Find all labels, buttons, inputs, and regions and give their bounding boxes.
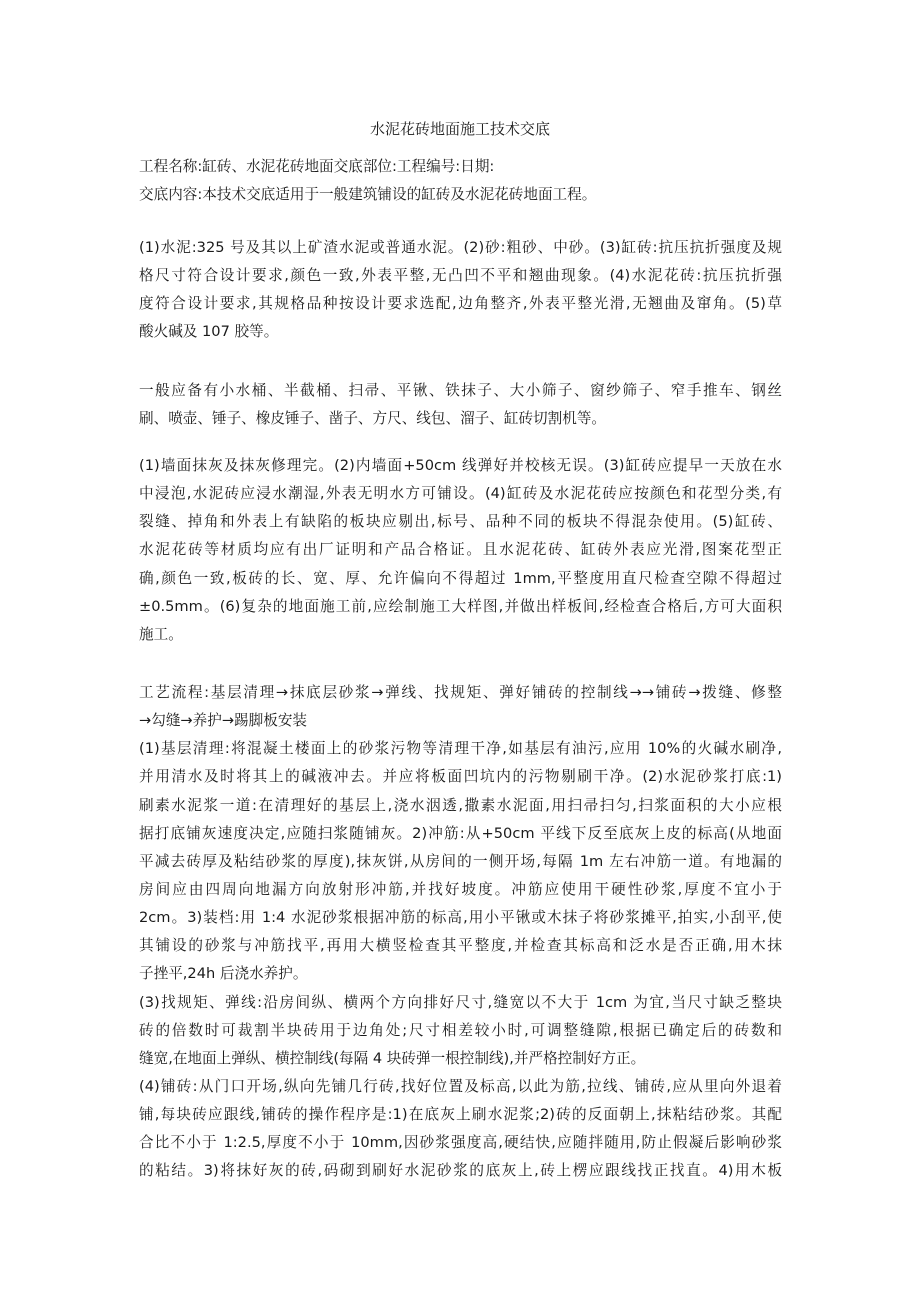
text-line: 房间应由四周向地漏方向放射形冲筋,并找好坡度。冲筋应使用干硬性砂浆,厚度不宜小于 [139, 880, 782, 898]
text-line: 水泥花砖等材质均应有出厂证明和产品合格证。且水泥花砖、缸砖外表应光滑,图案花型正 [139, 541, 782, 559]
text-line: 施工。 [139, 625, 183, 643]
text-line: 中浸泡,水泥砖应浸水潮湿,外表无明水方可铺设。(4)缸砖及水泥花砖应按颜色和花型分类,有 [139, 485, 782, 503]
text-line: 格尺寸符合设计要求,颜色一致,外表平整,无凸凹不平和翘曲现象。(4)水泥花砖:抗压抗折强 [139, 267, 782, 285]
text-line: 交底内容:本技术交底适用于一般建筑铺设的缸砖及水泥花砖地面工程。 [139, 186, 597, 204]
text-line: 砖的倍数时可裁割半块砖用于边角处;尺寸相差较小时,可调整缝隙,根据已确定后的砖数和 [139, 1021, 782, 1039]
text-line: 刷素水泥浆一道:在清理好的基层上,浇水洇透,撒素水泥面,用扫帚扫匀,扫浆面积的大小应根 [139, 796, 782, 814]
text-line: 其铺设的砂浆与冲筋找平,再用大横竖检查其平整度,并检查其标高和泛水是否正确,用木抹 [139, 937, 782, 955]
document-title: 水泥花砖地面施工技术交底 [369, 120, 550, 138]
text-line: 并用清水及时将其上的碱液冲去。并应将板面凹坑内的污物剔刷干净。(2)水泥砂浆打底:1) [139, 768, 782, 786]
text-line: 的粘结。3)将抹好灰的砖,码砌到刷好水泥砂浆的底灰上,砖上楞应跟线找正找直。4)用木板 [139, 1162, 782, 1180]
text-line: 子挫平,24h 后浇水养护。 [139, 965, 308, 983]
text-line: (1)墙面抹灰及抹灰修理完。(2)内墙面+50cm 线弹好并校核无误。(3)缸砖应提早一天放在水 [139, 457, 782, 474]
text-line: 刷、喷壶、锤子、橡皮锤子、凿子、方尺、线包、溜子、缸砖切割机等。 [139, 410, 607, 428]
text-line: 裂缝、掉角和外表上有缺陷的板块应剔出,标号、品种不同的板块不得混杂使用。(5)缸砖、 [139, 513, 782, 531]
text-line: (3)找规矩、弹线:沿房间纵、横两个方向排好尺寸,缝宽以不大于 1cm 为宜,当尺寸缺乏整块 [139, 993, 782, 1011]
text-line: →勾缝→养护→踢脚板安装 [139, 712, 308, 730]
text-line: 度符合设计要求,其规格品种按设计要求选配,边角整齐,外表平整光滑,无翘曲及窜角。(5)草 [139, 295, 782, 313]
text-line: 2cm。3)装档:用 1:4 水泥砂浆根据冲筋的标高,用小平锹或木抹子将砂浆摊平,拍实,小刮平,使 [139, 909, 782, 927]
text-line: 一般应备有小水桶、半截桶、扫帚、平锹、铁抹子、大小筛子、窗纱筛子、窄手推车、钢丝 [139, 382, 782, 399]
text-line: ±0.5mm。(6)复杂的地面施工前,应绘制施工大样图,并做出样板间,经检查合格后,方可大面积 [139, 597, 782, 615]
text-line: (1)基层清理:将混凝土楼面上的砂浆污物等清理干净,如基层有油污,应用 10%的火碱水刷净, [139, 740, 782, 758]
text-line: 合比不小于 1:2.5,厚度不小于 10mm,因砂浆强度高,硬结快,应随拌随用,防止假凝后影响砂浆 [139, 1134, 782, 1152]
conditions-paragraph [139, 452, 782, 649]
text-line: 平减去砖厚及粘结砂浆的厚度),抹灰饼,从房间的一侧开场,每隔 1m 左右冲筋一道。有地漏的 [139, 852, 782, 870]
text-line: 确,颜色一致,板砖的长、宽、厚、允许偏向不得超过 1mm,平整度用直尺检查空隙不得超过 [139, 569, 782, 587]
tools-paragraph [139, 377, 782, 433]
header-info [139, 153, 782, 209]
text-line: (4)铺砖:从门口开场,纵向先铺几行砖,找好位置及标高,以此为筋,拉线、铺砖,应从里向外退着 [139, 1077, 782, 1095]
text-line: 据打底铺灰速度决定,应随扫浆随铺灰。2)冲筋:从+50cm 平线下反至底灰上皮的标高(从地面 [139, 824, 782, 842]
text-line: 缝宽,在地面上弹纵、横控制线(每隔 4 块砖弹一根控制线),并严格控制好方正。 [139, 1049, 646, 1067]
text-line: (1)水泥:325 号及其以上矿渣水泥或普通水泥。(2)砂:粗砂、中砂。(3)缸砖:抗压抗折强度及规 [139, 239, 782, 256]
text-line: 工艺流程:基层清理→抹底层砂浆→弹线、找规矩、弹好铺砖的控制线→→铺砖→拨缝、修整 [139, 684, 782, 701]
text-line: 工程名称:缸砖、水泥花砖地面交底部位:工程编号:日期: [139, 158, 495, 175]
text-line: 铺,每块砖应跟线,铺砖的操作程序是:1)在底灰上刷水泥浆;2)砖的反面朝上,抹粘结砂浆。其配 [139, 1106, 782, 1124]
materials-paragraph [139, 234, 782, 347]
text-line: 酸火碱及 107 胶等。 [139, 323, 279, 341]
process-paragraph [139, 679, 782, 1186]
